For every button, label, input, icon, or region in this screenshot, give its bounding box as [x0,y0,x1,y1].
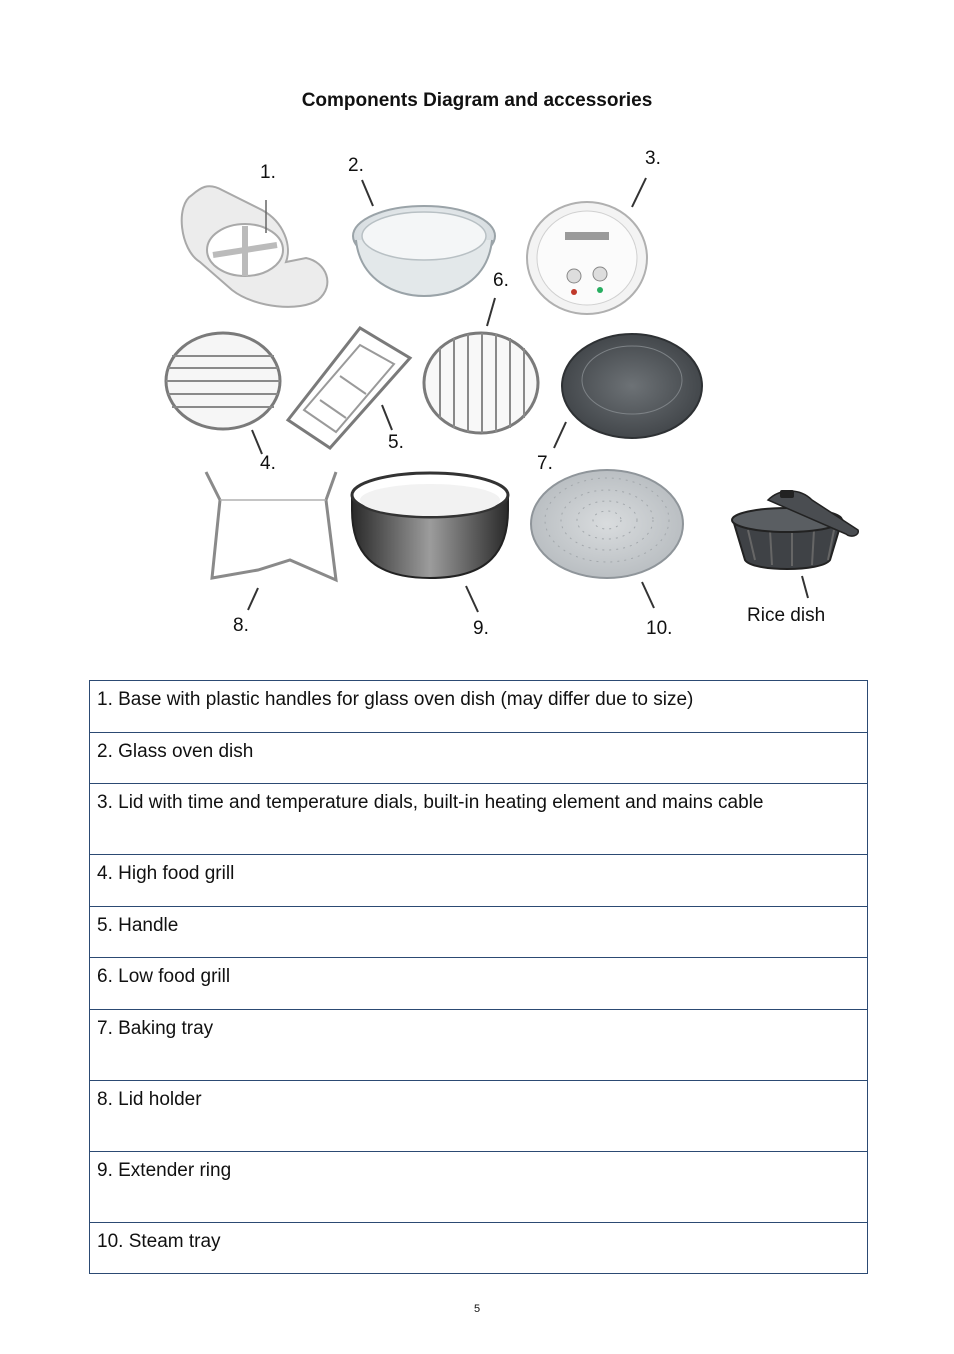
table-row: 6. Low food grill [90,958,867,1010]
label-7: 7. [537,453,553,474]
steam-tray-icon [531,470,683,608]
table-row: 9. Extender ring [90,1152,867,1223]
table-row: 7. Baking tray [90,1010,867,1081]
components-table [89,680,868,1274]
table-row: 2. Glass oven dish [90,733,867,784]
label-9: 9. [473,618,489,639]
label-6: 6. [493,270,509,291]
glass-oven-dish-icon [353,180,495,296]
label-8: 8. [233,615,249,636]
label-rice-dish: Rice dish [747,605,826,626]
label-2: 2. [348,155,364,176]
table-row: 3. Lid with time and temperature dials, built-in heating element and mains cable [90,784,867,855]
page-title: Components Diagram and accessories [301,90,653,111]
extender-ring-icon [352,473,508,612]
rice-dish-icon [732,490,858,598]
label-10: 10. [646,618,673,639]
table-row: 8. Lid holder [90,1081,867,1152]
label-5: 5. [388,432,404,453]
page-number: 5 [473,1303,481,1315]
handle-icon [288,328,410,448]
lid-holder-icon [206,472,336,610]
base-with-handles-icon [182,186,328,307]
label-1: 1. [260,162,276,183]
table-row: 1. Base with plastic handles for glass oven dish (may differ due to size) [90,681,867,733]
table-row: 4. High food grill [90,855,867,907]
table-row: 10. Steam tray [97,1231,221,1252]
label-4: 4. [260,453,276,474]
label-3: 3. [645,148,661,169]
lid-with-dials-icon [527,178,647,314]
baking-tray-icon [554,334,702,448]
low-food-grill-icon [424,333,538,433]
table-row: 5. Handle [90,907,867,958]
high-food-grill-icon [166,333,280,454]
